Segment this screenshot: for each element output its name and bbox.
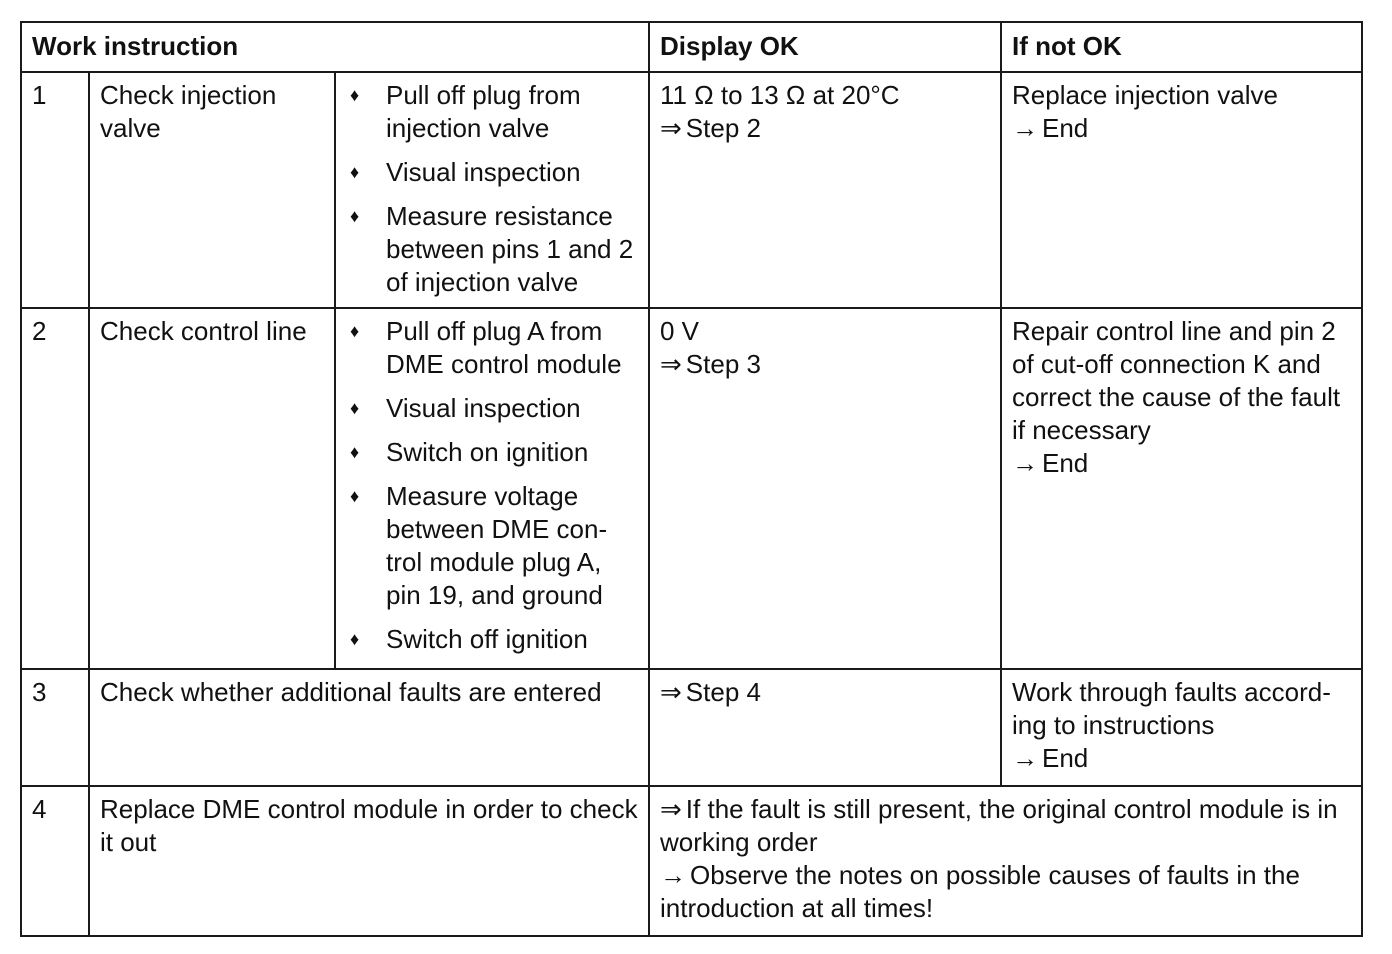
diamond-bullet-icon: ♦: [350, 398, 360, 418]
task-cell: Check whether additional faults are entered: [89, 669, 649, 786]
not-ok-next: → End: [1012, 448, 1089, 478]
implies-arrow-icon: ⇒: [660, 113, 682, 143]
step-number: 4: [21, 786, 89, 936]
not-ok-cell: [1001, 72, 1362, 308]
task-cell: Replace DME control module in order to check it out: [89, 786, 649, 936]
steps-cell: [335, 72, 649, 308]
header-work-instruction: Work instruction: [21, 22, 649, 72]
step-number: 2: [21, 308, 89, 669]
table-header-row: [21, 22, 1362, 72]
right-arrow-icon: →: [1012, 448, 1038, 478]
table-row: [21, 72, 1362, 308]
ok-value: 0 V: [660, 316, 700, 346]
ok-value: 11 Ω to 13 Ω at 20°C: [660, 80, 900, 110]
not-ok-text: Repair control line and pin 2 of cut-off connection K and correct the cause of the fault if necessary: [1012, 316, 1341, 445]
header-display-ok: Display OK: [649, 22, 1001, 72]
not-ok-text: Replace injection valve: [1012, 80, 1278, 110]
table-row: [21, 786, 1362, 936]
implies-arrow-icon: ⇒: [660, 794, 682, 824]
list-item: ♦ Visual inspection: [350, 393, 581, 423]
header-if-not-ok: If not OK: [1001, 22, 1362, 72]
implies-arrow-icon: ⇒: [660, 677, 682, 707]
steps-cell: [335, 308, 649, 669]
result-cell: [649, 786, 1362, 936]
display-ok-cell: [649, 669, 1001, 786]
not-ok-text: Work through faults accord-ing to instructions: [1012, 677, 1331, 740]
table-row: [21, 308, 1362, 669]
ok-next: ⇒ Step 3: [660, 349, 761, 379]
diamond-bullet-icon: ♦: [350, 629, 360, 649]
list-item: ♦ Pull off plug A from DME control module: [350, 316, 622, 379]
not-ok-cell: [1001, 308, 1362, 669]
list-item: ♦ Pull off plug from injection valve: [350, 80, 581, 143]
display-ok-cell: [649, 72, 1001, 308]
diamond-bullet-icon: ♦: [350, 442, 360, 462]
display-ok-cell: [649, 308, 1001, 669]
not-ok-next: → End: [1012, 113, 1089, 143]
right-arrow-icon: →: [1012, 113, 1038, 143]
list-item: ♦ Visual inspection: [350, 157, 581, 187]
result-line-2: → Observe the notes on possible causes of faults in the introduction at all times!: [660, 860, 1300, 923]
diamond-bullet-icon: ♦: [350, 206, 360, 226]
list-item: ♦ Switch on ignition: [350, 437, 589, 467]
diamond-bullet-icon: ♦: [350, 162, 360, 182]
diamond-bullet-icon: ♦: [350, 486, 360, 506]
steps-list: [346, 79, 638, 299]
work-instruction-table: [20, 21, 1363, 937]
result-line-1: ⇒ If the fault is still present, the original control module is in working order: [660, 794, 1338, 857]
list-item: ♦ Measure resistance between pins 1 and 2 of injection valve: [350, 201, 634, 297]
implies-arrow-icon: ⇒: [660, 349, 682, 379]
diamond-bullet-icon: ♦: [350, 321, 360, 341]
ok-next: ⇒ Step 2: [660, 113, 761, 143]
not-ok-next: → End: [1012, 743, 1089, 773]
not-ok-cell: [1001, 669, 1362, 786]
right-arrow-icon: →: [660, 860, 686, 890]
list-item: ♦ Measure voltage between DME con-trol module plug A, pin 19, and ground: [350, 481, 608, 610]
right-arrow-icon: →: [1012, 743, 1038, 773]
steps-list: [346, 315, 638, 656]
step-number: 3: [21, 669, 89, 786]
list-item: ♦ Switch off ignition: [350, 624, 588, 654]
task-cell: Check injection valve: [89, 72, 335, 308]
diamond-bullet-icon: ♦: [350, 85, 360, 105]
step-number: 1: [21, 72, 89, 308]
task-cell: Check control line: [89, 308, 335, 669]
ok-next: ⇒ Step 4: [660, 677, 761, 707]
table-row: [21, 669, 1362, 786]
